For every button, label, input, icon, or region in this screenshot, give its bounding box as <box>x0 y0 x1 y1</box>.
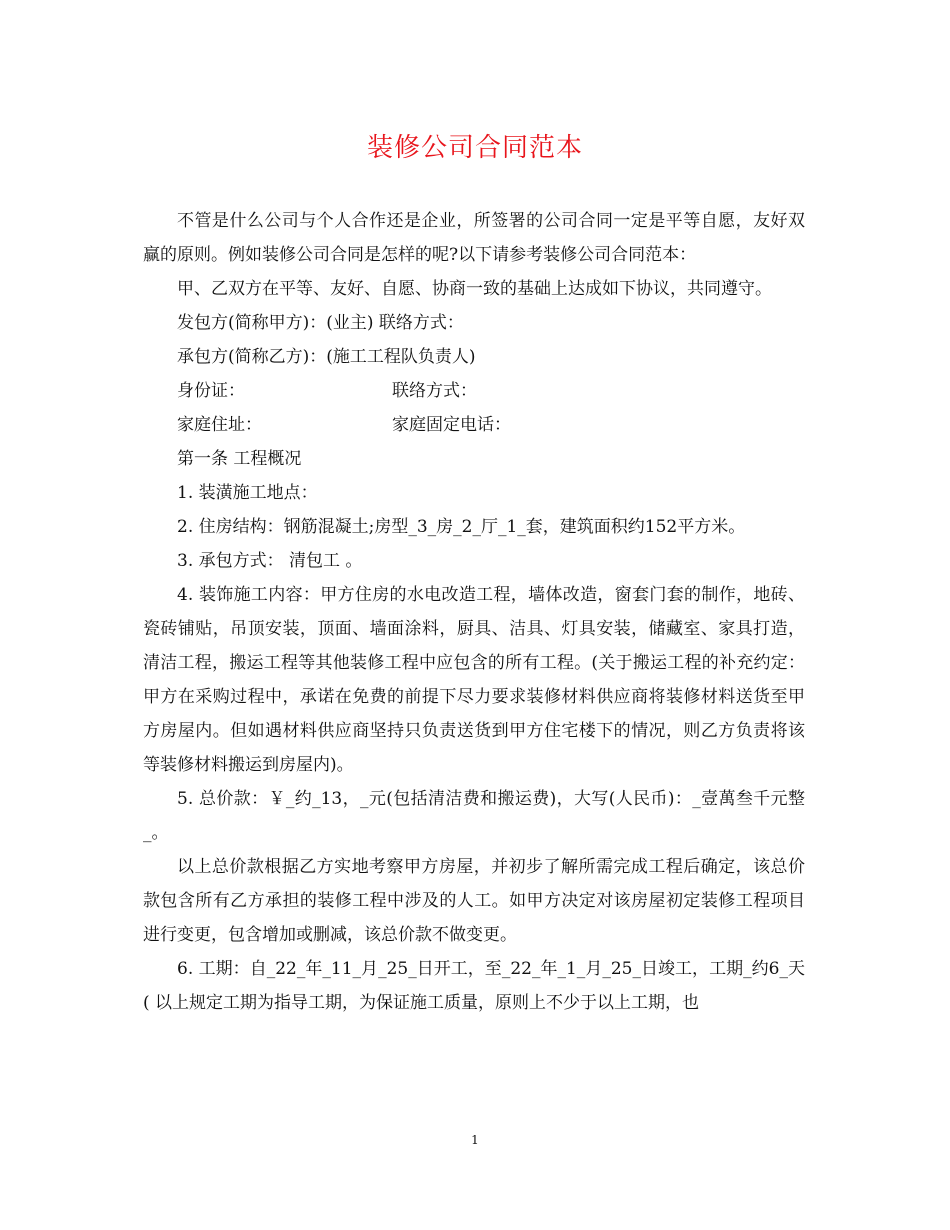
article1-heading: 第一条 工程概况 <box>177 449 302 469</box>
price-note: 以上总价款根据乙方实地考察甲方房屋，并初步了解所需完成工程后确定，该总价款包含所有乙方承担的装修工程中涉及的人工。如甲方决定对该房屋初定装修工程项目进行变更，包含增加或删减，该总价款不做变更。 <box>143 857 805 945</box>
agreement-paragraph: 甲、乙双方在平等、友好、自愿、协商一致的基础上达成如下协议，共同遵守。 <box>177 279 772 299</box>
party-b-line <box>143 340 805 374</box>
home-phone-label: 家庭固定电话： <box>392 415 511 435</box>
address-phone-line <box>143 408 805 442</box>
item-2: 2. 住房结构：钢筋混凝土;房型_3_房_2_厅_1_套，建筑面积约152平方米。 <box>177 517 746 537</box>
party-a-line <box>143 306 805 340</box>
contact-label: 联络方式： <box>392 381 477 401</box>
page-number: 1 <box>471 1133 479 1147</box>
item-1: 1. 装潢施工地点： <box>177 483 318 503</box>
item-6: 6. 工期：自_22_年_11_月_25_日开工，至_22_年_1_月_25_日竣工，工期_约6_天( 以上规定工期为指导工期，为保证施工质量，原则上不少于以上工期，也 <box>143 959 805 1013</box>
id-contact-line <box>143 374 805 408</box>
item-3: 3. 承包方式： 清包工 。 <box>177 551 363 571</box>
id-card-label: 身份证： <box>177 381 245 401</box>
item-5: 5. 总价款：￥_约_13，_元(包括清洁费和搬运费)，大写(人民币)：_壹萬叁千元整_。 <box>143 789 805 843</box>
document-title: 装修公司合同范本 <box>366 133 583 163</box>
document-body <box>143 204 805 1020</box>
party-a-text: 发包方(简称甲方)：(业主) 联络方式： <box>177 313 464 333</box>
party-b-text: 承包方(简称乙方)：(施工工程队负责人) <box>177 347 476 367</box>
item-4: 4. 装饰施工内容：甲方住房的水电改造工程，墙体改造，窗套门套的制作，地砖、瓷砖铺贴，吊顶安装，顶面、墙面涂料，厨具、洁具、灯具安装，储藏室、家具打造，清洁工程，搬运工程等其他装修工程中应包含的所有工程。(关于搬运工程的补充约定：甲方在采购过程中，承诺在免费的前提下尽力要求装修材料供应商将装修材料送货至甲方房屋内。但如遇材料供应商坚持只负责送货到甲方住宅楼下的情况，则乙方负责将该等装修材料搬运到房屋内)。 <box>143 585 805 775</box>
address-label: 家庭住址： <box>177 415 262 435</box>
intro-paragraph: 不管是什么公司与个人合作还是企业，所签署的公司合同一定是平等自愿，友好双赢的原则。例如装修公司合同是怎样的呢?以下请参考装修公司合同范本： <box>143 211 805 265</box>
